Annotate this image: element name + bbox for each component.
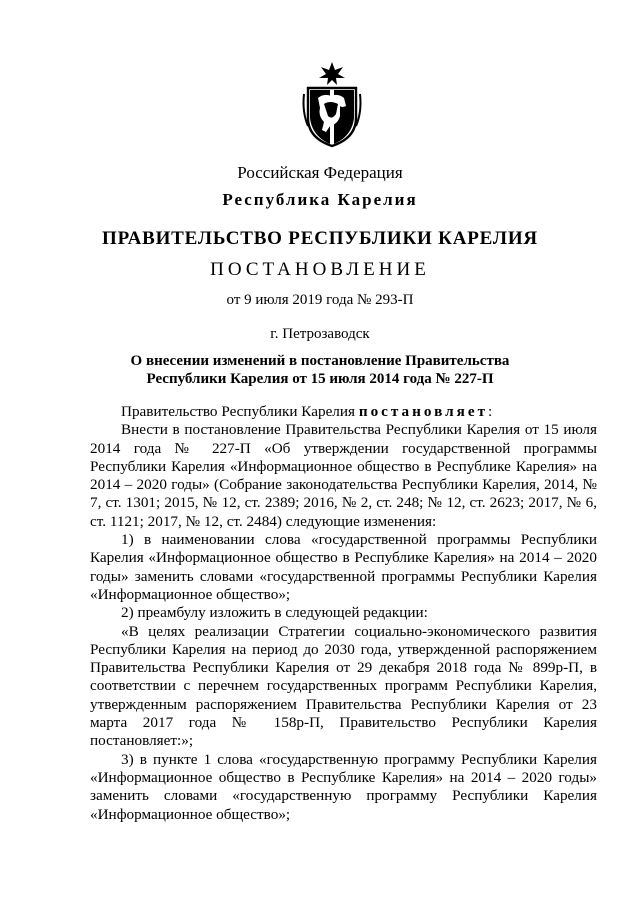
intro-text: Правительство Республики Карелия xyxy=(121,403,359,420)
paragraph-1: Внести в постановление Правительства Республики Карелия от 15 июля 2014 года № 227-П «Об утверждении государственной программы Республики Карелия «Информационное общество в Республике Карелия» на 2014 – 2020 годы» (Собрание законодательства Республики Карелия, 2014, № 7, ст. 1301; 2015, № 12, ст. 2389; 2016, № 2, ст. 248; № 12, ст. 2623; 2017, № 6, ст. 1121; 2017, № 12, ст. 2484) следующие изменения: xyxy=(90,421,597,530)
republic-name: Республика Карелия xyxy=(222,190,418,209)
document-city: г. Петрозаводск xyxy=(270,326,370,342)
subject-line-2: Республики Карелия от 15 июля 2014 года № 227-П xyxy=(146,371,494,387)
coat-of-arms-emblem xyxy=(300,60,364,148)
intro-paragraph xyxy=(90,403,597,421)
government-title: ПРАВИТЕЛЬСТВО РЕСПУБЛИКИ КАРЕЛИЯ xyxy=(102,228,538,249)
document-date-number: от 9 июля 2019 года № 293-П xyxy=(226,292,414,308)
document-subject xyxy=(0,352,640,388)
paragraph-3: 2) преамбулу изложить в следующей редакции: xyxy=(121,604,428,622)
document-body xyxy=(90,403,597,824)
country-name: Российская Федерация xyxy=(237,163,403,182)
paragraph-2: 1) в наименовании слова «государственной программы Республики Карелия «Информационное общество в Республике Карелия» на 2014 – 2020 годы» заменить словами «государственной программы Республики Карелия «Информационное общество»; xyxy=(90,531,597,603)
intro-verb: постановляет xyxy=(358,403,489,420)
paragraph-5: 3) в пункте 1 слова «государственную программу Республики Карелия «Информационное общество в Республике Карелия» на 2014 – 2020 годы» заменить словами «государственную программу Республики Карелия «Информационное общество»; xyxy=(90,750,597,823)
paragraph-4: «В целях реализации Стратегии социально-экономического развития Республики Карелия на период до 2030 года, утвержденной распоряжением Правительства Республики Карелия от 29 декабря 2018 года № 899р-П, в соответствии с перечнем государственных программ Республики Карелия, утвержденным распоряжением Правительства Республики Карелия от 23 марта 2017 года № 158р-П, Правительство Республики Карелия постановляет:»; xyxy=(90,622,597,750)
subject-line-1: О внесении изменений в постановление Правительства xyxy=(130,353,510,369)
document-type: ПОСТАНОВЛЕНИЕ xyxy=(210,259,430,280)
intro-end: : xyxy=(488,403,493,420)
